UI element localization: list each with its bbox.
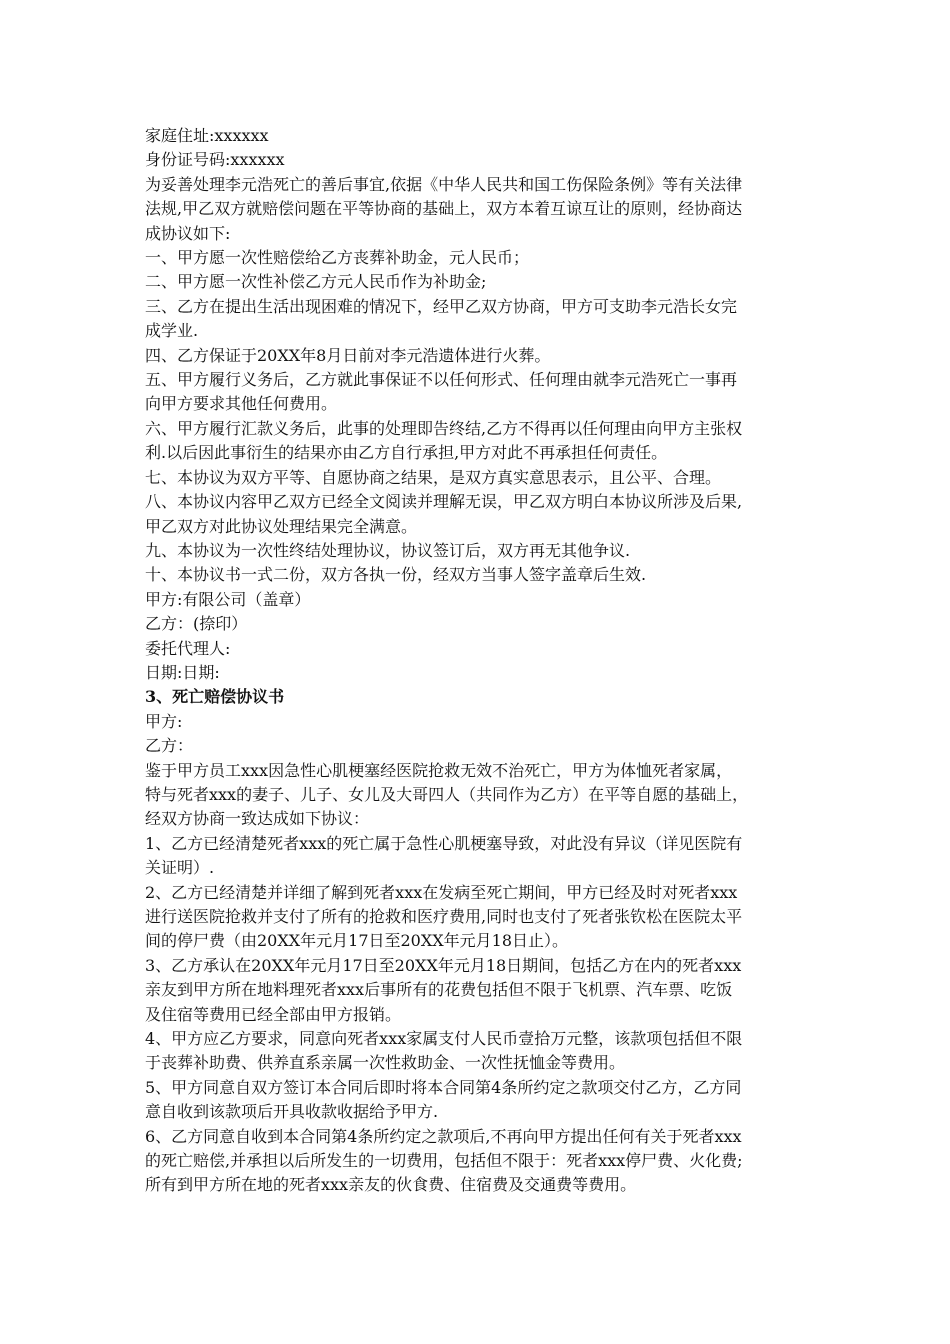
text-line: 五、甲方履行义务后，乙方就此事保证不以任何形式、任何理由就李元浩死亡一事再 xyxy=(145,370,738,390)
text-line: 九、本协议为一次性终结处理协议，协议签订后，双方再无其他争议. xyxy=(145,540,631,560)
text-line: 3、乙方承认在20XX年元月17日至20XX年元月18日期间，包括乙方在内的死者xxx xyxy=(145,955,742,975)
text-line: 及住宿等费用已经全部由甲方报销。 xyxy=(145,1004,402,1024)
text-line: 七、本协议为双方平等、自愿协商之结果，是双方真实意思表示，且公平、合理。 xyxy=(145,467,722,487)
text-line: 甲方: xyxy=(145,711,183,731)
text-line: 5、甲方同意自双方签订本合同后即时将本合同第4条所约定之款项交付乙方，乙方同 xyxy=(145,1077,742,1097)
text-line: 亲友到甲方所在地料理死者xxx后事所有的花费包括但不限于飞机票、汽车票、吃饭 xyxy=(145,980,733,1000)
section-heading: 3、死亡赔偿协议书 xyxy=(145,687,285,707)
text-line: 八、本协议内容甲乙双方已经全文阅读并理解无误，甲乙双方明白本协议所涉及后果, xyxy=(145,492,743,512)
text-line: 2、乙方已经清楚并详细了解到死者xxx在发病至死亡期间，甲方已经及时对死者xxx xyxy=(145,882,738,902)
text-line: 委托代理人: xyxy=(145,638,231,658)
text-line: 乙方： xyxy=(145,736,194,756)
text-line: 三、乙方在提出生活出现困难的情况下，经甲乙双方协商，甲方可支助李元浩长女完 xyxy=(145,296,738,316)
text-line: 为妥善处理李元浩死亡的善后事宜,依据《中华人民共和国工伤保险条例》等有关法律 xyxy=(145,174,743,194)
text-line: 关证明）. xyxy=(145,858,215,878)
text-line: 所有到甲方所在地的死者xxx亲友的伙食费、住宿费及交通费等费用。 xyxy=(145,1175,637,1195)
text-line: 向甲方要求其他任何费用。 xyxy=(145,394,338,414)
text-line: 间的停尸费（由20XX年元月17日至20XX年元月18日止）。 xyxy=(145,931,569,951)
text-line: 于丧葬补助费、供养直系亲属一次性救助金、一次性抚恤金等费用。 xyxy=(145,1053,626,1073)
text-line: 成学业. xyxy=(145,321,199,341)
text-line: 经双方协商一致达成如下协议： xyxy=(145,809,370,829)
text-line: 利.以后因此事衍生的结果亦由乙方自行承担,甲方对此不再承担任何责任。 xyxy=(145,443,668,463)
text-line: 的死亡赔偿,并承担以后所发生的一切费用，包括但不限于：死者xxx停尸费、火化费; xyxy=(145,1151,743,1171)
text-line: 4、甲方应乙方要求，同意向死者xxx家属支付人民币壹拾万元整，该款项包括但不限 xyxy=(145,1029,743,1049)
text-line: 二、甲方愿一次性补偿乙方元人民币作为补助金; xyxy=(145,272,487,292)
text-line: 身份证号码:xxxxxx xyxy=(145,150,285,170)
text-line: 意自收到该款项后开具收款收据给予甲方. xyxy=(145,1102,439,1122)
text-line: 法规,甲乙双方就赔偿问题在平等协商的基础上，双方本着互谅互让的原则，经协商达 xyxy=(145,199,743,219)
text-line: 甲方:有限公司（盖章） xyxy=(145,589,311,609)
text-line: 十、本协议书一式二份，双方各执一份，经双方当事人签字盖章后生效. xyxy=(145,565,647,585)
text-line: 进行送医院抢救并支付了所有的抢救和医疗费用,同时也支付了死者张钦松在医院太平 xyxy=(145,907,743,926)
text-line: 成协议如下: xyxy=(145,223,231,243)
text-line: 六、甲方履行汇款义务后，此事的处理即告终结,乙方不得再以任何理由向甲方主张权 xyxy=(145,418,743,438)
text-line: 甲乙双方对此协议处理结果完全满意。 xyxy=(145,516,418,536)
text-line: 鉴于甲方员工xxx因急性心肌梗塞经医院抢救无效不治死亡，甲方为体恤死者家属， xyxy=(145,760,733,780)
text-line: 6、乙方同意自收到本合同第4条所约定之款项后,不再向甲方提出任何有关于死者xxx xyxy=(145,1126,742,1146)
text-line: 日期:日期: xyxy=(145,662,220,682)
text-line: 一、甲方愿一次性赔偿给乙方丧葬补助金，元人民币； xyxy=(145,248,530,268)
text-line: 1、乙方已经清楚死者xxx的死亡属于急性心肌梗塞导致，对此没有异议（详见医院有 xyxy=(145,833,743,853)
text-line: 家庭住址:xxxxxx xyxy=(145,126,269,145)
text-line: 四、乙方保证于20XX年8月日前对李元浩遗体进行火葬。 xyxy=(145,345,551,365)
text-line: 乙方：(捺印） xyxy=(145,614,248,634)
document-body xyxy=(145,124,810,1198)
text-line: 特与死者xxx的妻子、儿子、女儿及大哥四人（共同作为乙方）在平等自愿的基础上， xyxy=(145,784,749,804)
